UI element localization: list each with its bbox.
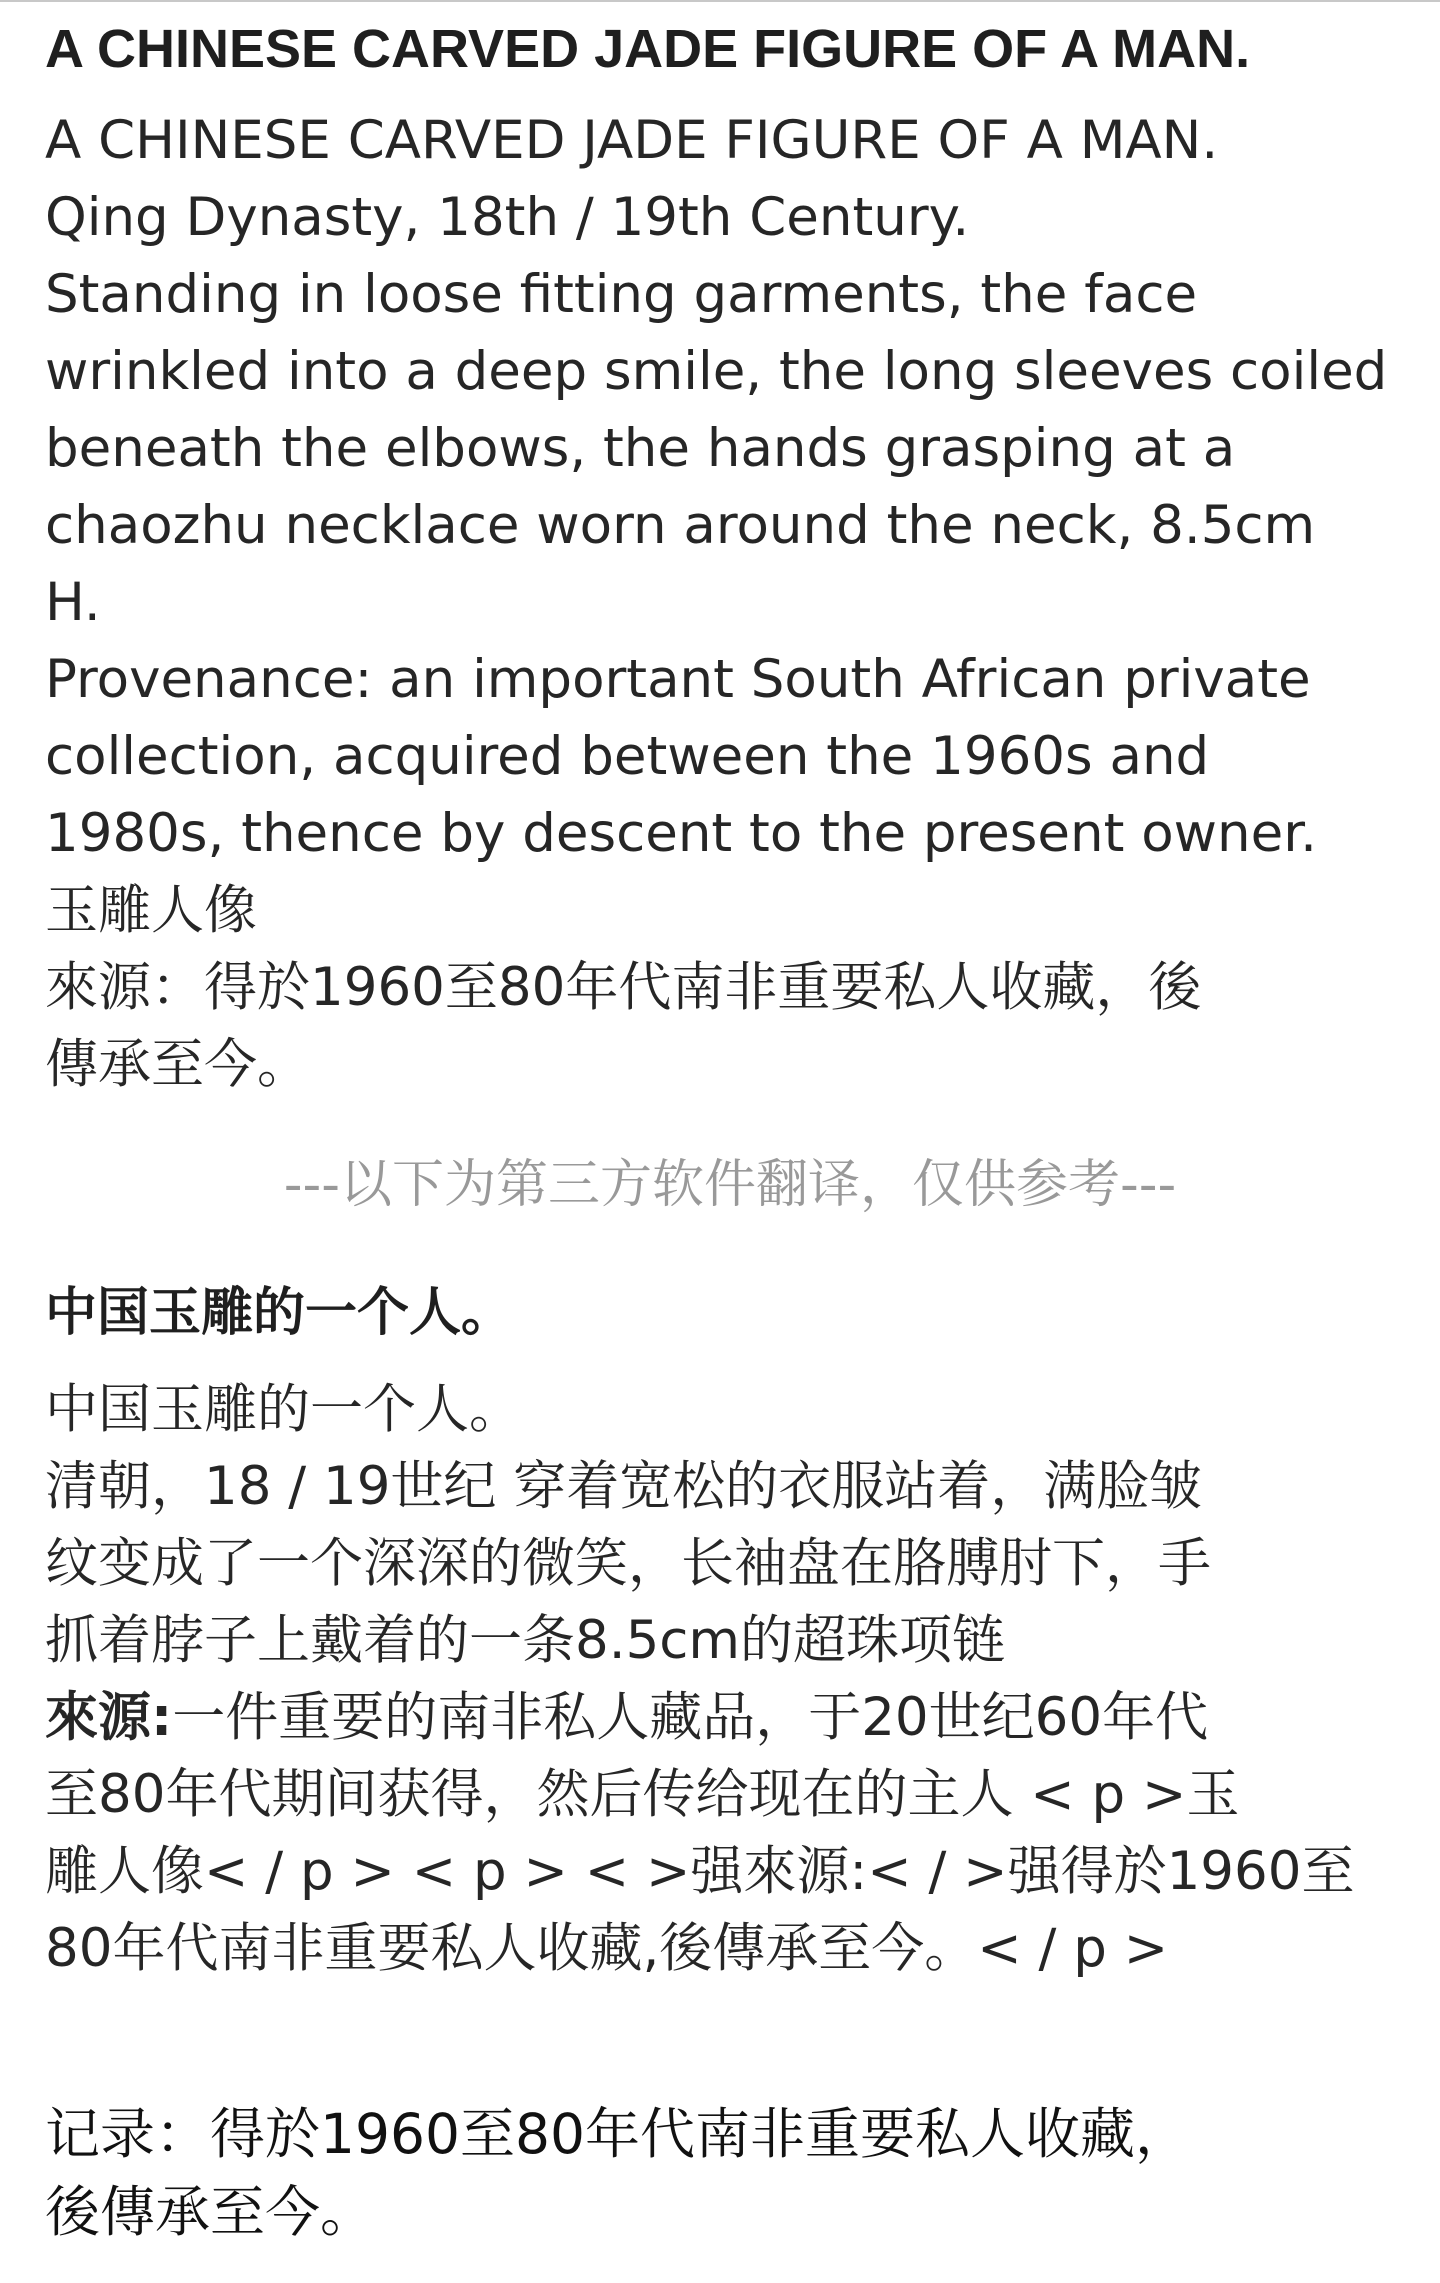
description-line: A CHINESE CARVED JADE FIGURE OF A MAN.: [45, 110, 1219, 171]
description-line: Qing Dynasty, 18th / 19th Century.: [45, 187, 970, 248]
top-divider-line: [0, 0, 1440, 2]
chinese-provenance-line: 來源：得於1960至80年代南非重要私人收藏，後: [45, 957, 1202, 1018]
translated-line: 中国玉雕的一个人。: [45, 1379, 522, 1440]
lot-title: A CHINESE CARVED JADE FIGURE OF A MAN.: [45, 19, 1251, 79]
chinese-provenance-line: 傳承至今。: [45, 1034, 310, 1095]
provenance-line: collection, acquired between the 1960s and: [45, 726, 1210, 787]
translation-notice: ---以下为第三方软件翻译，仅供参考---: [283, 1155, 1177, 1215]
description-line: chaozhu necklace worn around the neck, 8.5cm: [45, 495, 1316, 556]
translated-title: 中国玉雕的一个人。: [45, 1283, 514, 1343]
provenance-line: Provenance: an important South African private: [45, 649, 1311, 710]
record-line: 记录：得於1960至80年代南非重要私人收藏，: [45, 2102, 1190, 2166]
provenance-text: 一件重要的南非私人藏品，于20世纪60年代: [172, 1687, 1209, 1748]
record-line: 後傳承至今。: [45, 2180, 376, 2244]
record-note: [45, 2095, 1415, 2251]
translated-line: 清朝，18 / 19世纪 穿着宽松的衣服站着，满脸皱: [45, 1456, 1203, 1517]
description-line: Standing in loose fitting garments, the face: [45, 264, 1198, 325]
provenance-line: 1980s, thence by descent to the present owner.: [45, 803, 1317, 864]
translated-provenance-line: 雕人像< / p > < p > < >强來源:< / >强得於1960至: [45, 1841, 1355, 1902]
translated-line: 纹变成了一个深深的微笑，长袖盘在胳膊肘下，手: [45, 1533, 1211, 1594]
description-line: wrinkled into a deep smile, the long sleeves coiled: [45, 341, 1388, 402]
translated-description: [45, 1371, 1415, 1987]
translated-line: 抓着脖子上戴着的一条8.5cm的超珠项链: [45, 1610, 1006, 1671]
translated-provenance-line: [45, 1679, 1415, 1756]
translated-provenance-line: 80年代南非重要私人收藏,後傳承至今。< / p >: [45, 1918, 1169, 1979]
original-description: [45, 102, 1415, 1103]
description-line: beneath the elbows, the hands grasping at a: [45, 418, 1236, 479]
description-line: H.: [45, 572, 101, 633]
translated-provenance-line: 至80年代期间获得，然后传给现在的主人 < p >玉: [45, 1764, 1240, 1825]
article-content: [45, 14, 1415, 2251]
provenance-label: 來源:: [45, 1687, 173, 1748]
chinese-title-line: 玉雕人像: [45, 880, 257, 941]
